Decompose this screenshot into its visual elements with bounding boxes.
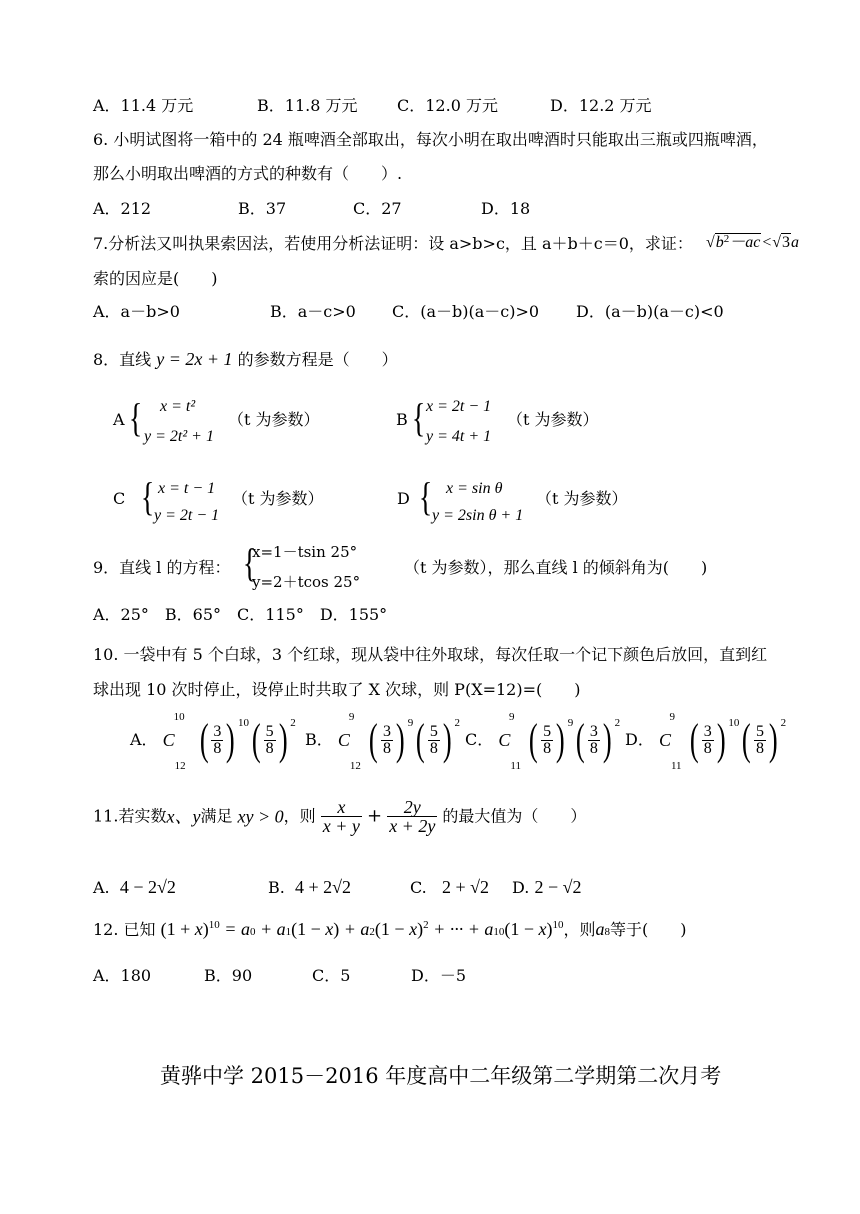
q9-stem: 9．直线 l 的方程： xyxy=(93,558,231,577)
q8-c-note: （t 为参数） xyxy=(232,489,324,508)
q8-b-eq1: x = 2t − 1 xyxy=(426,398,492,415)
q7-stem-line2: 索的因应是( ) xyxy=(93,269,218,288)
q10-stem-line1: 10. 一袋中有 5 个白球，3 个红球，现从袋中往外取球，每次任取一个记下颜色后放回，直到红 xyxy=(93,645,768,664)
q6-stem-line1: 6. 小明试图将一箱中的 24 瓶啤酒全部取出，每次小明在取出啤酒时只能取出三瓶或四瓶啤酒， xyxy=(93,130,768,149)
q6-option-b: B．37 xyxy=(238,199,287,218)
q11-option-d: D. 2 − √2 xyxy=(512,877,582,897)
q11-option-a: A. 4 − 2√2 xyxy=(93,877,176,897)
q8-b-eq2: y = 4t + 1 xyxy=(426,428,492,445)
q11-option-c: C. 2 + √2 xyxy=(410,877,490,897)
q10-option-c: C． $C_{11}^9$ ( $\frac{5}{8}$ ) $^9$( $\frac{3}{8}$ ) $^2$ xyxy=(465,710,621,772)
q7-inequality: $√b^2-ac<√3a$ xyxy=(706,233,799,251)
q7-stem-line1: 7.分析法又叫执果索因法，若使用分析法证明：设 a>b>c，且 a＋b＋c＝0，求证： xyxy=(93,234,693,253)
q9-eq1: x=1－tsin 25° xyxy=(252,543,358,561)
q11-stem: 11.若实数x、y满足 xy > 0，则 $\frac{x}{x + y}$ + $\frac{2y}{x + 2y}$ 的最大值为（ ） xyxy=(93,797,587,836)
q10-stem-line2: 球出现 10 次时停止，设停止时共取了 X 次球，则 P(X=12)=( ) xyxy=(93,680,581,699)
q12-option-a: A．180 xyxy=(93,966,152,985)
q6-option-d: D．18 xyxy=(481,199,531,218)
q5-option-a: A．11.4 万元 xyxy=(93,96,194,115)
q8-b-note: （t 为参数） xyxy=(507,410,599,429)
q9-post: （t 为参数），那么直线 l 的倾斜角为( ) xyxy=(404,558,708,577)
exam-title: 黄骅中学 2015－2016 年度高中二年级第二学期第二次月考 xyxy=(160,1064,722,1088)
q5-option-c: C．12.0 万元 xyxy=(397,96,498,115)
q7-option-b: B．a－c>0 xyxy=(270,302,356,321)
q12-option-b: B．90 xyxy=(204,966,253,985)
q5-option-b: B．11.8 万元 xyxy=(257,96,358,115)
q8-label-b: B xyxy=(396,410,408,429)
q7-option-d: D．(a－b)(a－c)<0 xyxy=(576,302,724,321)
q8-d-eq2: y = 2sin θ + 1 xyxy=(432,507,524,524)
q10-option-a: A． $C_{12}^{10}$ ( $\frac{3}{8}$ ) $^{10}$( $\frac{5}{8}$ ) $^2$ xyxy=(130,710,296,772)
q8-a-eq1: x = t² xyxy=(160,398,196,415)
q9-eq2: y=2＋tcos 25° xyxy=(252,573,361,591)
q11-option-b: B. 4 + 2√2 xyxy=(268,877,352,897)
q12-stem: 12. 已知 $(1 + x)^{10} = a0 + a1(1 - x) + a2(1 - x)^2$ + ··· + $a10(1 - x)^{10}$，则a8等于( ) xyxy=(93,919,687,939)
q7-option-a: A．a－b>0 xyxy=(93,302,180,321)
q8-line-equation: y = 2x + 1 xyxy=(156,349,233,369)
q8-label-c: C xyxy=(113,489,126,508)
q9-options: A．25° B．65° C．115° D．155° xyxy=(93,605,388,624)
q8-a-note: （t 为参数） xyxy=(228,410,320,429)
q8-c-eq1: x = t − 1 xyxy=(158,480,216,497)
q8-stem: 8．直线 y = 2x + 1 的参数方程是（ ） xyxy=(93,349,398,369)
q12-option-d: D．－5 xyxy=(411,966,467,985)
q10-option-d: D． $C_{11}^9$ ( $\frac{3}{8}$ ) $^{10}$( $\frac{5}{8}$ ) $^2$ xyxy=(625,710,787,772)
q5-option-d: D．12.2 万元 xyxy=(550,96,652,115)
q6-option-a: A．212 xyxy=(93,199,152,218)
q8-a-eq2: y = 2t² + 1 xyxy=(144,428,214,445)
q7-option-c: C．(a－b)(a－c)>0 xyxy=(392,302,540,321)
q10-option-b: B． $C_{12}^9$ ( $\frac{3}{8}$ ) $^9$( $\frac{5}{8}$ ) $^2$ xyxy=(305,710,460,772)
q12-option-c: C．5 xyxy=(312,966,351,985)
q8-label-a: A xyxy=(113,410,125,429)
q6-option-c: C．27 xyxy=(353,199,402,218)
q8-d-note: （t 为参数） xyxy=(536,489,628,508)
q8-c-eq2: y = 2t − 1 xyxy=(154,507,220,524)
q6-stem-line2: 那么小明取出啤酒的方式的种数有（ ）. xyxy=(93,164,403,183)
q8-d-eq1: x = sin θ xyxy=(446,480,503,497)
q8-label-d: D xyxy=(397,489,410,508)
